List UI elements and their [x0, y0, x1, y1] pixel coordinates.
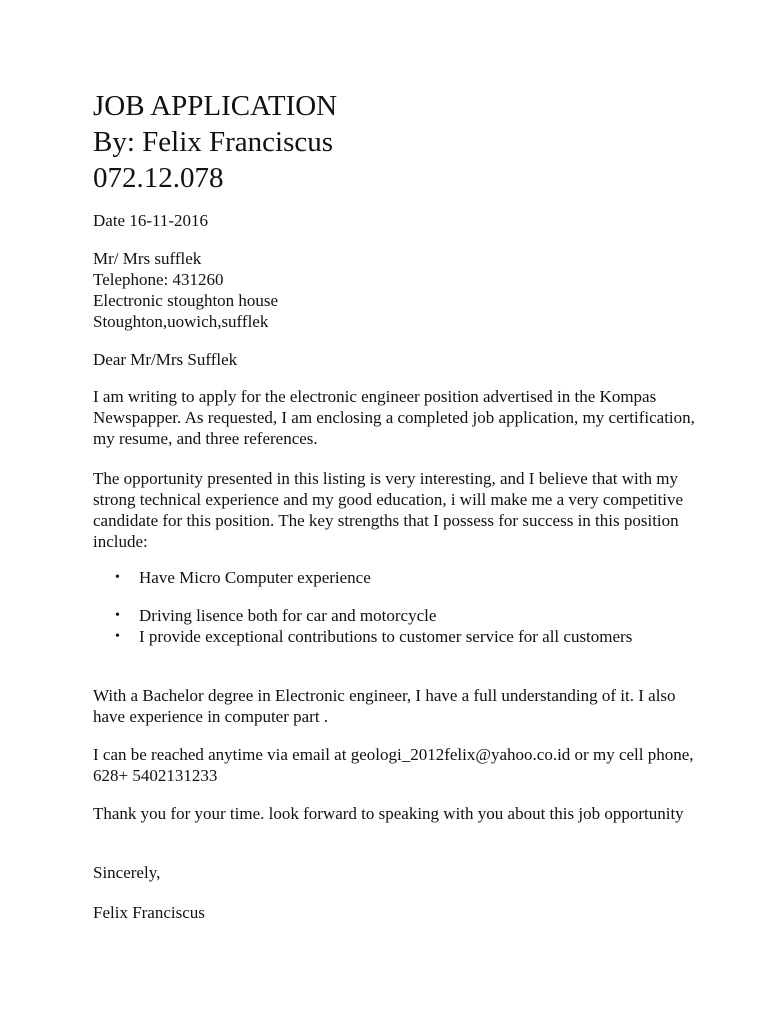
list-item [93, 605, 703, 626]
bullet-icon: • [115, 629, 120, 644]
bullet-icon: • [115, 608, 120, 623]
bullet-icon: • [115, 570, 120, 585]
strengths-list-continued [93, 605, 703, 647]
recipient-telephone: Telephone: 431260 [93, 270, 224, 289]
salutation: Dear Mr/Mrs Sufflek [93, 350, 238, 369]
list-item-text: Driving lisence both for car and motorcycle [139, 606, 437, 625]
closing: Sincerely, [93, 863, 161, 882]
document-title: JOB APPLICATION [93, 90, 338, 122]
recipient-address-line-1: Electronic stoughton house [93, 291, 279, 310]
recipient-address-line-2: Stoughton,uowich,sufflek [93, 312, 269, 331]
document-page [93, 88, 713, 922]
recipient-name: Mr/ Mrs sufflek [93, 249, 202, 268]
document-header [93, 88, 713, 196]
list-item-text: Have Micro Computer experience [139, 568, 371, 587]
list-item [93, 626, 703, 647]
recipient-address [93, 248, 278, 332]
list-item [93, 567, 703, 588]
paragraph-intro: I am writing to apply for the electronic engineer position advertised in the Kompas Newspapper. As requested, I am enclosing a completed job application, my certification, my resume, and three references. [93, 387, 695, 448]
author-line: By: Felix Franciscus [93, 126, 334, 158]
signature: Felix Franciscus [93, 903, 205, 922]
paragraph-opportunity: The opportunity presented in this listing is very interesting, and I believe that with my strong technical experience and my good education, i will make me a very competitive candidate for this position. The key strengths that I possess for success in this position include: [93, 469, 684, 551]
list-item-text: I provide exceptional contributions to customer service for all customers [139, 627, 633, 646]
date-line: Date 16-11-2016 [93, 211, 209, 230]
paragraph-education: With a Bachelor degree in Electronic engineer, I have a full understanding of it. I also have experience in computer part . [93, 686, 676, 726]
paragraph-thanks: Thank you for your time. look forward to speaking with you about this job opportunity [93, 804, 684, 823]
paragraph-contact: I can be reached anytime via email at geologi_2012felix@yahoo.co.id or my cell phone, 628+ 5402131233 [93, 745, 694, 785]
id-number: 072.12.078 [93, 162, 224, 194]
strengths-list [93, 567, 703, 588]
